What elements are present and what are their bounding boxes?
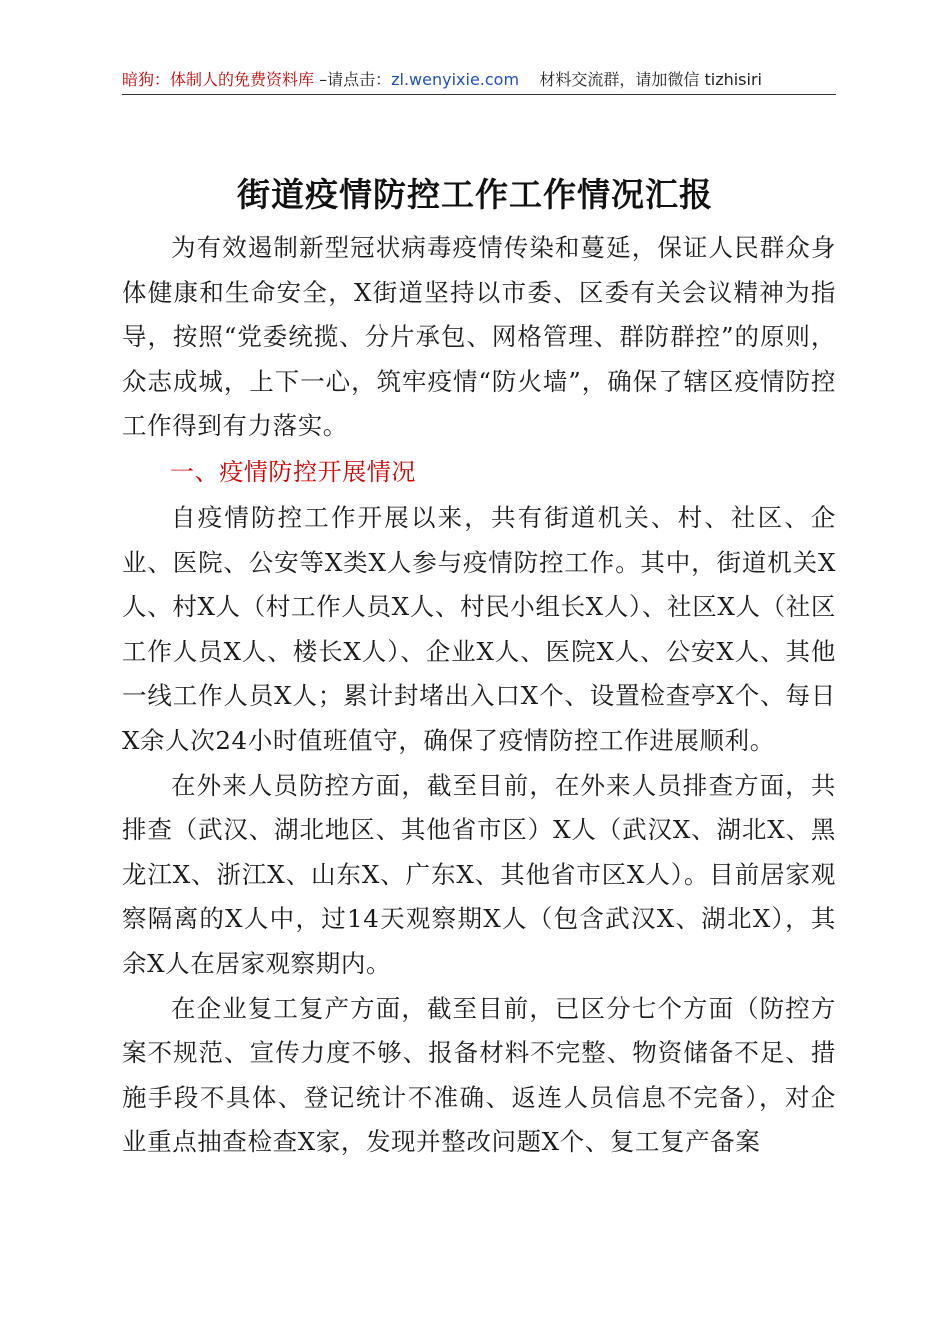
body-paragraph-2: 在外来人员防控方面，截至目前，在外来人员排查方面，共排查（武汉、湖北地区、其他省市区）X人（武汉X、湖北X、黑龙江X、浙江X、山东X、广东X、其他省市区X人）。目前居家观察隔离的X人中，过14天观察期X人（包含武汉X、湖北X），其余X人在居家观察期内。 [122, 770, 836, 978]
section-heading-1: 一、疫情防控开展情况 [170, 457, 416, 486]
document-title: 街道疫情防控工作工作情况汇报 [237, 175, 713, 215]
document-body [122, 226, 836, 1165]
header-source-label: 暗狗：体制人的免费资料库 [122, 70, 315, 89]
body-paragraph-3: 在企业复工复产方面，截至目前，已区分七个方面（防控方案不规范、宣传力度不够、报备材料不完整、物资储备不足、措施手段不具体、登记统计不准确、返连人员信息不完备），对企业重点抽查检查X家，发现并整改问题X个、复工复产备案 [122, 993, 836, 1157]
header-contact-text: 材料交流群，请加微信 tizhisiri [539, 70, 762, 89]
header-site-link[interactable]: zl.wenyixie.com [391, 70, 520, 89]
intro-paragraph: 为有效遏制新型冠状病毒疫情传染和蔓延，保证人民群众身体健康和生命安全，X街道坚持以市委、区委有关会议精神为指导，按照“党委统揽、分片承包、网格管理、群防群控”的原则，众志成城，上下一心，筑牢疫情“防火墙”，确保了辖区疫情防控工作得到有力落实。 [122, 233, 836, 441]
page-header [122, 66, 836, 95]
header-prompt-label: –请点击： [314, 70, 392, 89]
body-paragraph-1: 自疫情防控工作开展以来，共有街道机关、村、社区、企业、医院、公安等X类X人参与疫情防控工作。其中，街道机关X人、村X人（村工作人员X人、村民小组长X人）、社区X人（社区工作人员X人、楼长X人）、企业X人、医院X人、公安X人、其他一线工作人员X人；累计封堵出入口X个、设置检查亭X个、每日X余人次24小时值班值守，确保了疫情防控工作进展顺利。 [122, 502, 836, 755]
